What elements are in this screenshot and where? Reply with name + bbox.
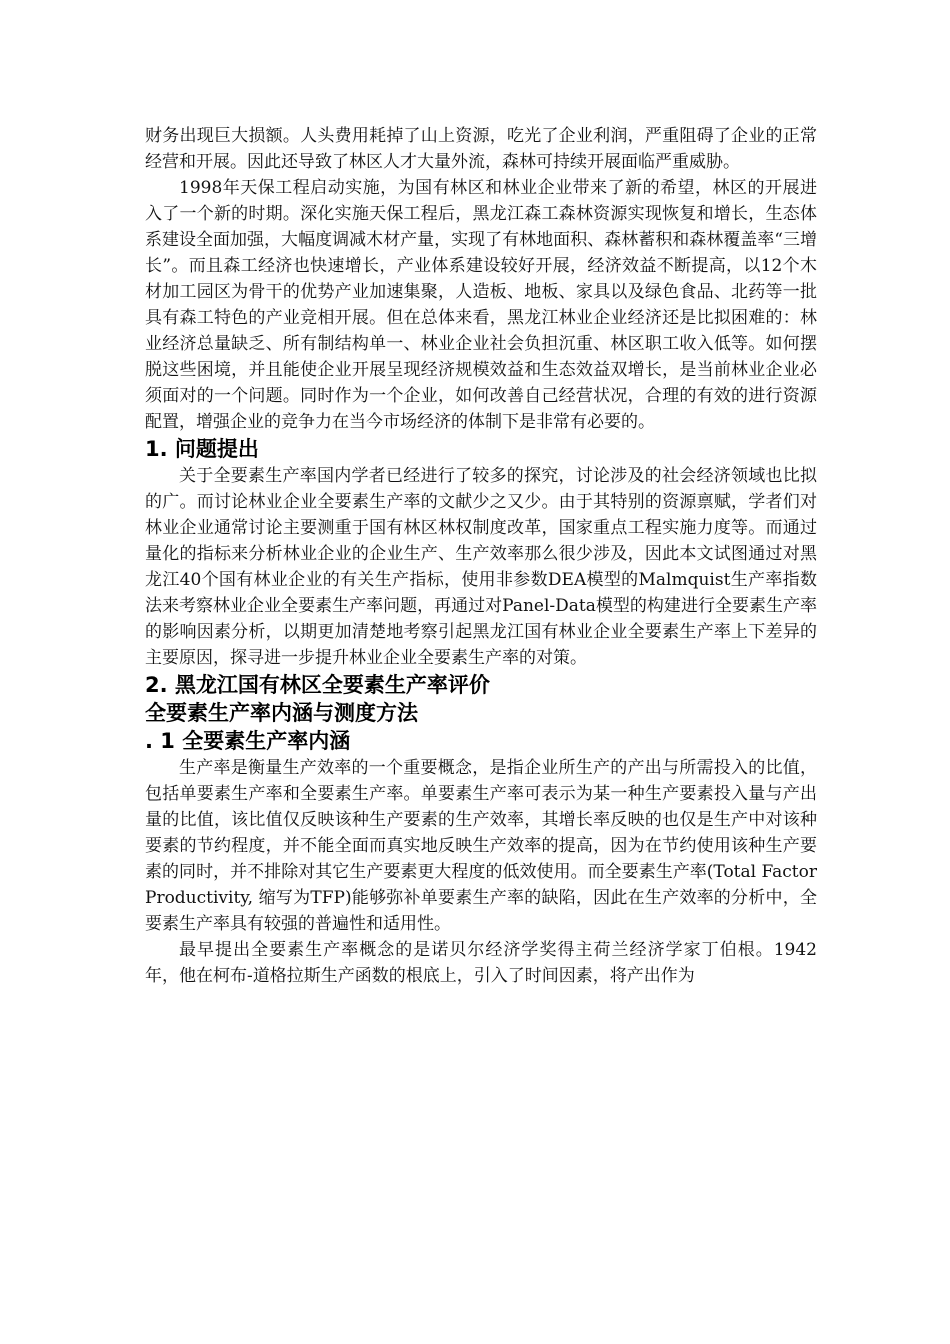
section-heading-evaluation: 2. 黑龙江国有林区全要素生产率评价 — [145, 673, 490, 697]
document-body — [145, 123, 817, 989]
paragraph-tfp-origin: 最早提出全要素生产率概念的是诺贝尔经济学奖得主荷兰经济学家丁伯根。1942年，他在柯布-道格拉斯生产函数的根底上，引入了时间因素，将产出作为 — [145, 940, 817, 986]
paragraph-problem-statement: 关于全要素生产率国内学者已经进行了较多的探究，讨论涉及的社会经济领域也比拟的广。而讨论林业企业全要素生产率的文献少之又少。由于其特别的资源禀赋，学者们对林业企业通常讨论主要测重于国有林区林权制度改革，国家重点工程实施力度等。而通过量化的指标来分析林业企业的企业生产、生产效率那么很少涉及，因此本文试图通过对黑龙江40个国有林业企业的有关生产指标，使用非参数DEA模型的Malmquist生产率指数法来考察林业企业全要素生产率问题，再通过对Panel-Data模型的构建进行全要素生产率的影响因素分析，以期更加清楚地考察引起黑龙江国有林业企业全要素生产率上下差异的主要原因，探寻进一步提升林业企业全要素生产率的对策。 — [145, 466, 817, 668]
section-heading-problem: 1. 问题提出 — [145, 437, 259, 461]
paragraph-productivity-definition: 生产率是衡量生产效率的一个重要概念，是指企业所生产的产出与所需投入的比值，包括单要素生产率和全要素生产率。单要素生产率可表示为某一种生产要素投入量与产出量的比值，该比值仅反映该种生产要素的生产效率，其增长率反映的也仅是生产中对该种要素的节约程度，并不能全面而真实地反映生产效率的提高，因为在节约使用该种生产要素的同时，并不排除对其它生产要素更大程度的低效使用。而全要素生产率(Total Factor Productivity, 缩写为TFP)能够弥补单要素生产率的缺陷，因此在生产效率的分析中，全要素生产率具有较强的普遍性和适用性。 — [145, 758, 817, 934]
paragraph-forest-difficulties: 财务出现巨大损额。人头费用耗掉了山上资源，吃光了企业利润，严重阻碍了企业的正常经营和开展。因此还导致了林区人才大量外流，森林可持续开展面临严重威胁。 — [145, 126, 817, 172]
subsection-heading-tfp-meaning: . 1 全要素生产率内涵 — [145, 729, 351, 753]
section-heading-method: 全要素生产率内涵与测度方法 — [145, 701, 418, 725]
paragraph-natural-forest-protection: 1998年天保工程启动实施，为国有林区和林业企业带来了新的希望，林区的开展进入了一个新的时期。深化实施天保工程后，黑龙江森工森林资源实现恢复和增长，生态体系建设全面加强，大幅度调减木材产量，实现了有林地面积、森林蓄积和森林覆盖率“三增长”。而且森工经济也快速增长，产业体系建设较好开展，经济效益不断提高，以12个木材加工园区为骨干的优势产业加速集聚，人造板、地板、家具以及绿色食品、北药等一批具有森工特色的产业竞相开展。但在总体来看，黑龙江林业企业经济还是比拟困难的：林业经济总量缺乏、所有制结构单一、林业企业社会负担沉重、林区职工收入低等。如何摆脱这些困境，并且能使企业开展呈现经济规模效益和生态效益双增长，是当前林业企业必须面对的一个问题。同时作为一个企业，如何改善自己经营状况，合理的有效的进行资源配置，增强企业的竞争力在当今市场经济的体制下是非常有必要的。 — [145, 178, 817, 432]
